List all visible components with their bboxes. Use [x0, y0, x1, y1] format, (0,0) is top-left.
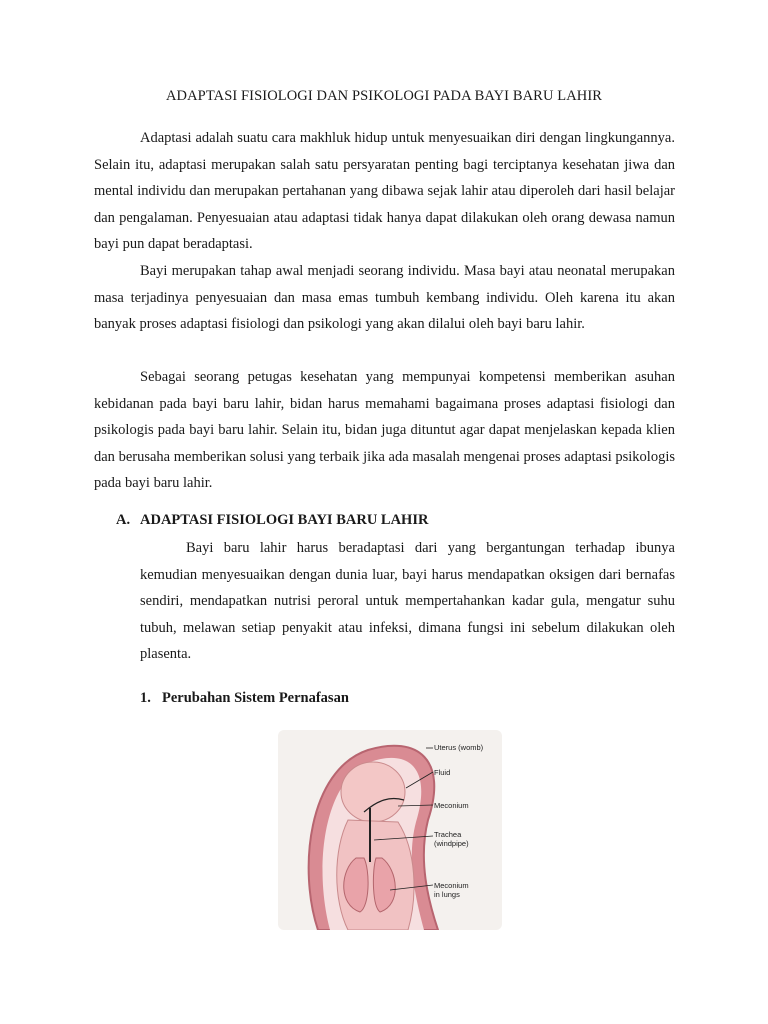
page-title: ADAPTASI FISIOLOGI DAN PSIKOLOGI PADA BAYI BARU LAHIR [165, 88, 603, 104]
intro-paragraph-3: Sebagai seorang petugas kesehatan yang mempunyai kompetensi memberikan asuhan kebidanan pada bayi baru lahir, bidan harus memahami bagaimana proses adaptasi fisiologi dan psikologis pada bayi baru lahir. Selain itu, bidan juga dituntut agar dapat menjelaskan kepada klien dan berusaha memberikan solusi yang terbaik jika ada masalah mengenai proses adaptasi psikologis pada bayi baru lahir. [94, 369, 675, 491]
subsection-1-title: Perubahan Sistem Pernafasan [162, 690, 349, 706]
fetus-in-uterus-drawing [278, 730, 502, 930]
label-in-lungs: in lungs [434, 890, 460, 899]
fetal-respiratory-illustration [278, 730, 502, 930]
section-a-number: A. [116, 512, 131, 528]
label-meconium: Meconium [434, 801, 469, 810]
section-a-title: ADAPTASI FISIOLOGI BAYI BARU LAHIR [140, 512, 429, 528]
label-fluid: Fluid [434, 768, 451, 777]
section-a-heading [116, 512, 428, 529]
label-uterus: Uterus (womb) [434, 743, 484, 752]
intro-paragraph-2: Bayi merupakan tahap awal menjadi seorang individu. Masa bayi atau neonatal merupakan masa terjadinya penyesuaian dan masa emas tumbuh kembang individu. Oleh karena itu akan banyak proses adaptasi fisiologi dan psikologi yang akan dilalui oleh bayi baru lahir. [94, 263, 675, 332]
label-trachea: Trachea [434, 830, 462, 839]
label-windpipe: (windpipe) [434, 839, 469, 848]
subsection-1-heading [140, 690, 349, 707]
subsection-1-number: 1. [140, 690, 151, 706]
intro-paragraph-1: Adaptasi adalah suatu cara makhluk hidup untuk menyesuaikan diri dengan lingkungannya. Selain itu, adaptasi merupakan salah satu persyaratan penting bagi terciptanya kesehatan jiwa dan mental individu dan merupakan pertahanan yang dibawa sejak lahir atau diperoleh dari hasil belajar dan pengalaman. Penyesuaian atau adaptasi tidak hanya dapat dilakukan oleh orang dewasa namun bayi pun dapat beradaptasi. [94, 130, 675, 252]
label-meconium-lungs: Meconium [434, 881, 469, 890]
section-a-paragraph: Bayi baru lahir harus beradaptasi dari yang bergantungan terhadap ibunya kemudian menyesuaikan dengan dunia luar, bayi harus mendapatkan oksigen dari bernafas sendiri, mendapatkan nutrisi peroral untuk mempertahankan kadar gula, mengatur suhu tubuh, melawan setiap penyakit atau infeksi, dimana fungsi ini sebelum dilakukan oleh plasenta. [140, 540, 675, 662]
